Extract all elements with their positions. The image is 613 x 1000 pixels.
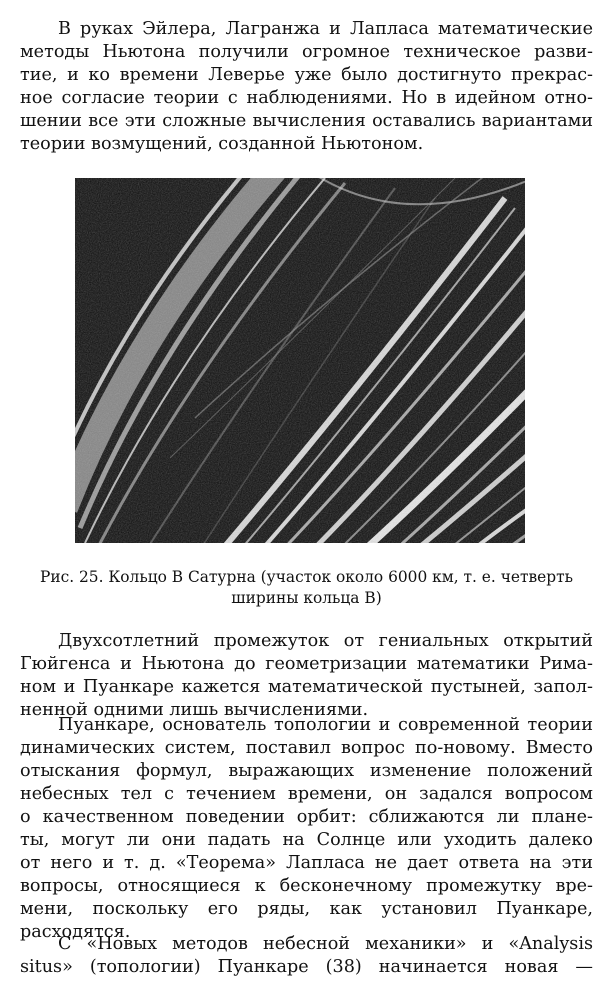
text-line: о качественном поведении орбит: сближаются ли плане- [20, 807, 593, 827]
paragraph-1 [20, 18, 593, 156]
text-line: ное согласие теории с наблюдениями. Но в идейном отно- [20, 88, 593, 108]
saturn-ring-photo [75, 178, 525, 543]
text-line: расходятся. [20, 922, 131, 942]
figure-caption-line-2: ширины кольца B) [231, 589, 382, 607]
paragraph-2 [20, 630, 593, 722]
text-line: мени, поскольку его ряды, как установил Пуанкаре, [20, 899, 593, 919]
text-line: ты, могут ли они падать на Солнце или уходить далеко [20, 830, 593, 850]
text-line: вопросы, относящиеся к бесконечному промежутку вре- [20, 876, 593, 896]
text-line: Гюйгенса и Ньютона до геометризации математики Рима- [20, 654, 593, 674]
text-line: С «Новых методов небесной механики» и «Analysis [58, 934, 593, 954]
text-line: небесных тел с течением времени, он задался вопросом [20, 784, 593, 804]
text-line: от него и т. д. «Теорема» Лапласа не дает ответа на эти [20, 853, 593, 873]
paragraph-4 [20, 933, 593, 979]
ring-photo-image [75, 178, 525, 543]
text-line: ненной одними лишь вычислениями. [20, 700, 369, 720]
text-line: шении все эти сложные вычисления оставались вариантами [20, 111, 593, 131]
text-line: отыскания формул, выражающих изменение положений [20, 761, 593, 781]
paragraph-3 [20, 714, 593, 944]
text-line: В руках Эйлера, Лагранжа и Лапласа математические [58, 19, 593, 39]
text-line: ном и Пуанкаре кажется математической пустыней, запол- [20, 677, 593, 697]
text-line: situs» (топологии) Пуанкаре (38) начинается новая — [20, 957, 593, 977]
text-line: методы Ньютона получили огромное техническое разви- [20, 42, 593, 62]
figure-caption-line-1: Рис. 25. Кольцо B Сатурна (участок около 6000 км, т. е. четверть [39, 568, 574, 586]
text-line: Пуанкаре, основатель топологии и современной теории [58, 715, 593, 735]
text-line: теории возмущений, созданной Ньютоном. [20, 134, 424, 154]
text-line: тие, и ко времени Леверье уже было достигнуто прекрас- [20, 65, 593, 85]
text-line: Двухсотлетний промежуток от гениальных открытий [58, 631, 593, 651]
text-line: динамических систем, поставил вопрос по-новому. Вместо [20, 738, 593, 758]
